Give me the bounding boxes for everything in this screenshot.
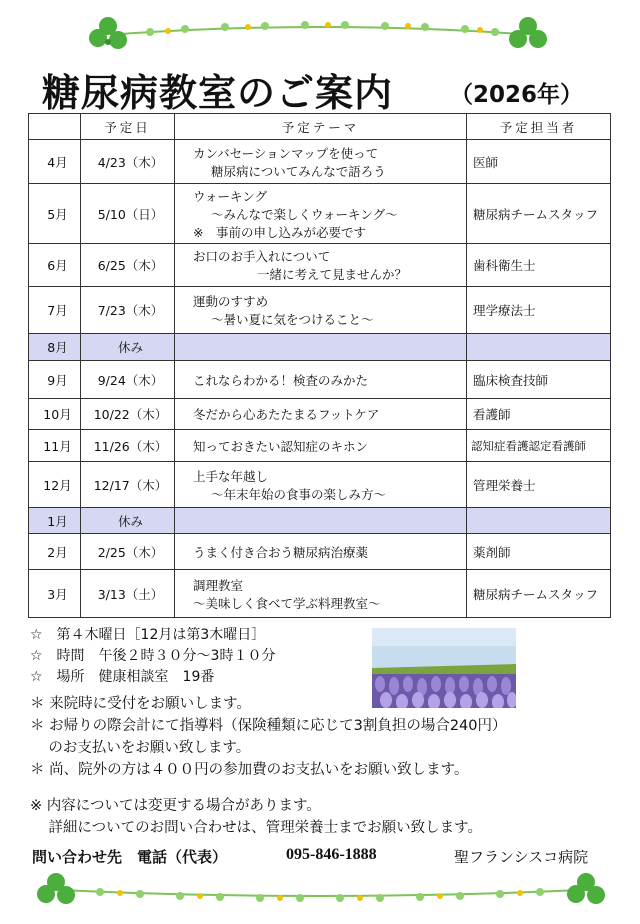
header-month bbox=[29, 114, 81, 140]
row-month: 5月 bbox=[29, 184, 81, 244]
title-row bbox=[42, 62, 602, 115]
note-reception: ＊ 来院時に受付をお願いします。 bbox=[30, 696, 251, 712]
row-theme bbox=[175, 570, 467, 618]
theme-line: 知っておきたい認知症のキホン bbox=[193, 438, 369, 454]
header-staff: 予定担当者 bbox=[467, 114, 611, 140]
theme-line: ウォーキング bbox=[193, 188, 268, 204]
row-theme bbox=[175, 361, 467, 399]
table-row bbox=[29, 244, 611, 287]
clover-vine-bottom bbox=[0, 868, 640, 908]
header-date: 予定日 bbox=[81, 114, 175, 140]
theme-line: ～暑い夏に気をつけること～ bbox=[211, 312, 374, 327]
row-month: 1月 bbox=[29, 508, 81, 534]
schedule-table bbox=[28, 113, 611, 618]
note-fee-cont: のお支払いをお願い致します。 bbox=[30, 740, 251, 756]
row-theme bbox=[175, 184, 467, 244]
row-theme bbox=[175, 287, 467, 334]
row-theme bbox=[175, 462, 467, 508]
clover-vine-top bbox=[0, 14, 640, 54]
note-fee: ＊ お帰りの際会計にて指導料（保険種類に応じて3割負担の場合240円） bbox=[30, 718, 507, 734]
theme-line: うまく付き合おう糖尿病治療薬 bbox=[193, 544, 369, 560]
row-month: 2月 bbox=[29, 534, 81, 570]
row-theme bbox=[175, 334, 467, 361]
row-month: 9月 bbox=[29, 361, 81, 399]
theme-line: ～美味しく食べて学ぶ料理教室～ bbox=[193, 595, 381, 611]
theme-line: 上手な年越し bbox=[193, 468, 269, 484]
row-staff: 薬剤師 bbox=[467, 534, 611, 570]
theme-line: 一緒に考えて見ませんか？ bbox=[257, 267, 408, 282]
row-staff: 糖尿病チームスタッフ bbox=[467, 570, 611, 618]
row-date: 11/26（木） bbox=[81, 430, 175, 462]
row-month: 3月 bbox=[29, 570, 81, 618]
row-theme bbox=[175, 399, 467, 430]
row-month: 6月 bbox=[29, 244, 81, 287]
row-date: 5/10（日） bbox=[81, 184, 175, 244]
row-date: 9/24（木） bbox=[81, 361, 175, 399]
theme-line: 冬だから心あたたまるフットケア bbox=[193, 407, 380, 422]
table-row bbox=[29, 534, 611, 570]
hospital-name: 聖フランシスコ病院 bbox=[454, 848, 589, 866]
row-date: 10/22（木） bbox=[81, 399, 175, 430]
table-row bbox=[29, 570, 611, 618]
theme-line: カンバセーションマップを使って bbox=[193, 145, 379, 161]
row-staff: 医師 bbox=[467, 140, 611, 184]
row-staff bbox=[467, 334, 611, 361]
info-day: ☆ 第４木曜日［12月は第3木曜日］ bbox=[30, 627, 266, 643]
row-theme bbox=[175, 508, 467, 534]
table-row bbox=[29, 287, 611, 334]
table-row bbox=[29, 361, 611, 399]
row-theme bbox=[175, 430, 467, 462]
note-inquiry: 詳細についてのお問い合わせは、管理栄養士までお願い致します。 bbox=[30, 820, 482, 836]
note-outside: ＊ 尚、院外の方は４００円の参加費のお支払いをお願い致します。 bbox=[30, 762, 469, 778]
row-month: 12月 bbox=[29, 462, 81, 508]
page-title: 糖尿病教室のご案内 bbox=[42, 71, 394, 115]
table-row bbox=[29, 140, 611, 184]
row-date: 2/25（木） bbox=[81, 534, 175, 570]
header-theme: 予定テーマ bbox=[175, 114, 467, 140]
row-staff: 歯科衛生士 bbox=[467, 244, 611, 287]
row-staff: 看護師 bbox=[467, 399, 611, 430]
row-month: 11月 bbox=[29, 430, 81, 462]
row-date: 3/13（土） bbox=[81, 570, 175, 618]
row-staff: 理学療法士 bbox=[467, 287, 611, 334]
theme-line: 運動のすすめ bbox=[193, 294, 269, 309]
theme-line: ～年末年始の食事の楽しみ方～ bbox=[211, 486, 387, 502]
table-row-off bbox=[29, 334, 611, 361]
theme-line: ～みんなで楽しくウォーキング～ bbox=[211, 206, 398, 222]
clover-left-icon bbox=[89, 17, 127, 49]
row-date: 4/23（木） bbox=[81, 140, 175, 184]
row-date: 休み bbox=[81, 334, 175, 361]
table-row bbox=[29, 462, 611, 508]
year-label: （2026年） bbox=[450, 82, 584, 108]
row-staff: 認知症看護認定看護師 bbox=[467, 430, 611, 462]
theme-line: 糖尿病についてみんなで語ろう bbox=[211, 163, 386, 179]
row-staff: 臨床検査技師 bbox=[467, 361, 611, 399]
table-row-off bbox=[29, 508, 611, 534]
lavender-field-image bbox=[372, 628, 516, 708]
theme-line: お口のお手入れについて bbox=[193, 249, 331, 264]
info-place: ☆ 場所 健康相談室 19番 bbox=[30, 669, 215, 685]
table-header-row bbox=[29, 114, 611, 140]
note-change: ※ 内容については変更する場合があります。 bbox=[30, 798, 321, 814]
clover-bottom-left-icon bbox=[37, 873, 75, 904]
table-row bbox=[29, 184, 611, 244]
table-row bbox=[29, 430, 611, 462]
row-theme bbox=[175, 140, 467, 184]
row-staff bbox=[467, 508, 611, 534]
theme-line: これならわかる！検査のみかた bbox=[193, 372, 369, 388]
contact-label: 問い合わせ先 電話（代表） bbox=[32, 848, 228, 866]
row-date: 6/25（木） bbox=[81, 244, 175, 287]
row-staff: 糖尿病チームスタッフ bbox=[467, 184, 611, 244]
info-time: ☆ 時間 午後２時３０分～3時１０分 bbox=[30, 648, 276, 664]
clover-right-icon bbox=[509, 17, 547, 48]
row-staff: 管理栄養士 bbox=[467, 462, 611, 508]
row-theme bbox=[175, 534, 467, 570]
contact-phone[interactable]: 095-846-1888 bbox=[286, 846, 377, 863]
row-month: 4月 bbox=[29, 140, 81, 184]
row-date: 休み bbox=[81, 508, 175, 534]
theme-line: 調理教室 bbox=[193, 577, 244, 593]
row-month: 10月 bbox=[29, 399, 81, 430]
row-month: 7月 bbox=[29, 287, 81, 334]
clover-bottom-right-icon bbox=[567, 873, 605, 904]
row-month: 8月 bbox=[29, 334, 81, 361]
theme-line: ※ 事前の申し込みが必要です bbox=[193, 224, 366, 240]
row-theme bbox=[175, 244, 467, 287]
row-date: 12/17（木） bbox=[81, 462, 175, 508]
row-date: 7/23（木） bbox=[81, 287, 175, 334]
table-row bbox=[29, 399, 611, 430]
